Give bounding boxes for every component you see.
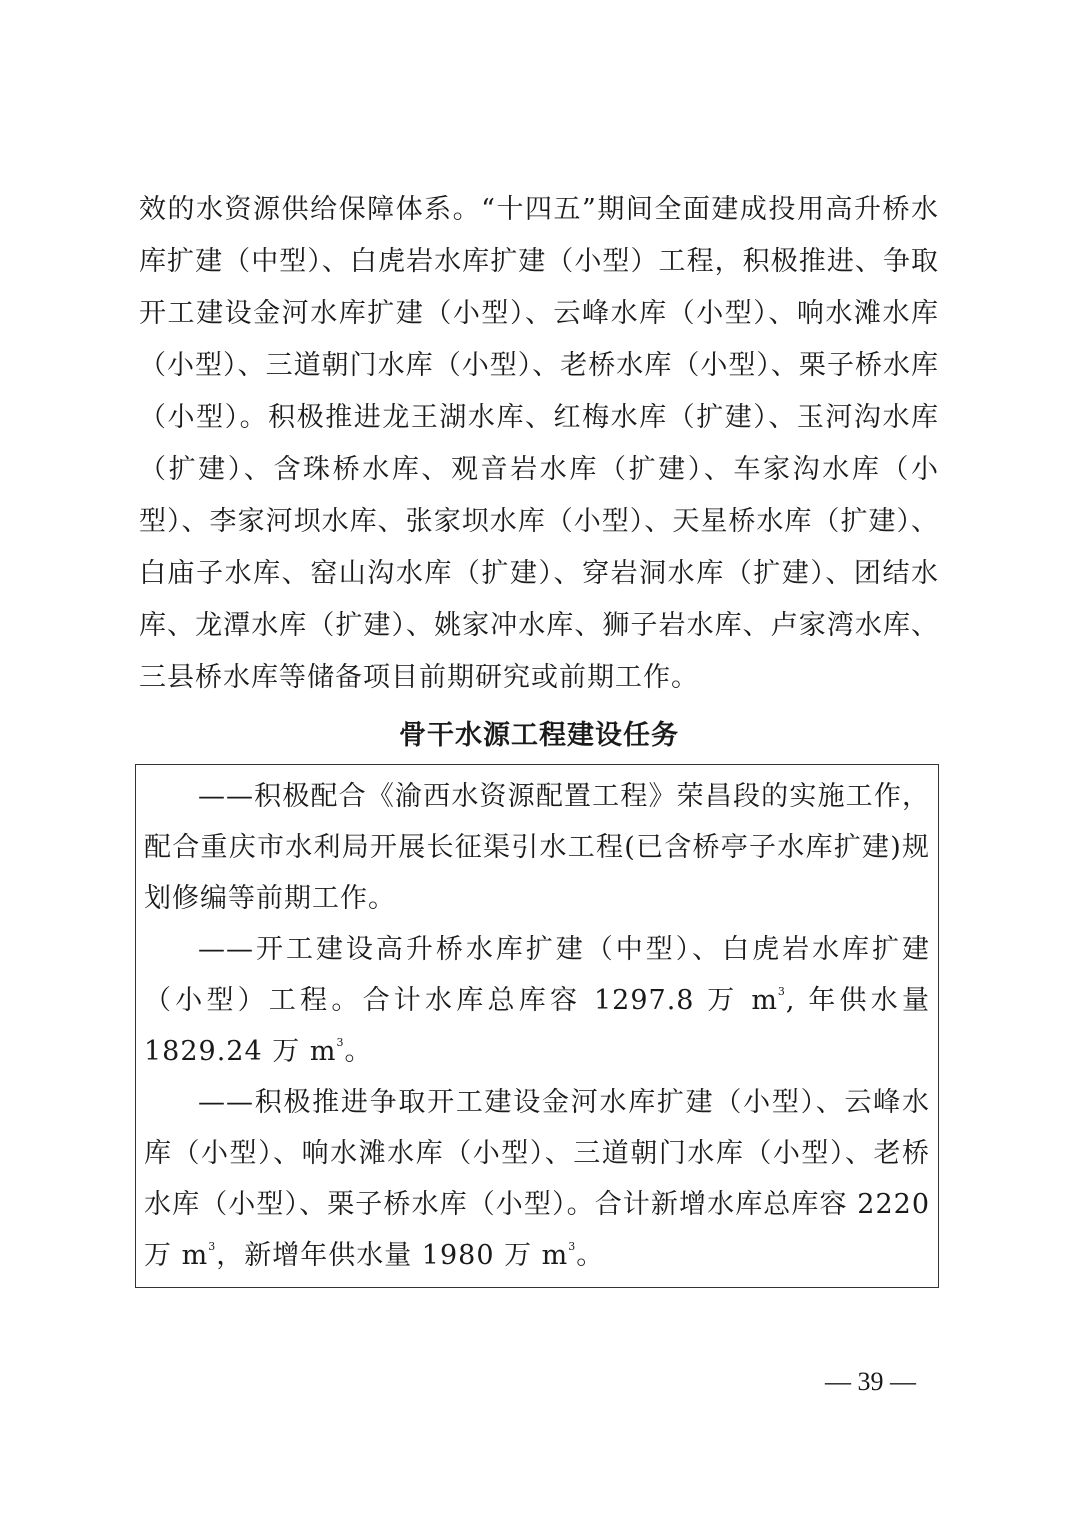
unit-cubic-meter (182, 1240, 217, 1271)
task-item-2-text-middle: , 年供水量 1829.24 万 (144, 985, 930, 1067)
task-item-3-text-before: ——积极推进争取开工建设金河水库扩建（小型）、云峰水库（小型）、响水滩水库（小型）、三道朝门水库（小型）、老桥水库（小型）、栗子桥水库（小型）。合计新增水库总库容 2220 万 (144, 1087, 930, 1271)
unit-cubic-meter (310, 1036, 345, 1067)
task-item-1 (144, 771, 930, 924)
unit-symbol: m (541, 1240, 569, 1271)
task-item-1-text: ——积极配合《渝西水资源配置工程》荣昌段的实施工作，配合重庆市水利局开展长征渠引水工程(已含桥亭子水库扩建)规划修编等前期工作。 (144, 781, 930, 914)
unit-symbol: m (181, 1240, 209, 1271)
page-number: — 39 — (825, 1367, 916, 1396)
unit-exponent: 3 (777, 985, 786, 998)
task-item-2 (144, 924, 930, 1077)
task-item-3-text-after: 。 (576, 1240, 605, 1271)
body-paragraph: 效的水资源供给保障体系。“十四五”期间全面建成投用高升桥水库扩建（中型）、白虎岩水库扩建（小型）工程，积极推进、争取开工建设金河水库扩建（小型）、云峰水库（小型）、响水滩水库（小型）、三道朝门水库（小型）、老桥水库（小型）、栗子桥水库（小型）。积极推进龙王湖水库、红梅水库（扩建）、玉河沟水库（扩建）、含珠桥水库、观音岩水库（扩建）、车家沟水库（小型）、李家河坝水库、张家坝水库（小型）、天星桥水库（扩建）、白庙子水库、窑山沟水库（扩建）、穿岩洞水库（扩建）、团结水库、龙潭水库（扩建）、姚家冲水库、狮子岩水库、卢家湾水库、三县桥水库等储备项目前期研究或前期工作。 (139, 194, 939, 693)
unit-exponent: 3 (208, 1240, 217, 1253)
unit-symbol: m (309, 1036, 337, 1067)
task-item-3-text-middle: ，新增年供水量 1980 万 (216, 1240, 542, 1271)
unit-symbol: m (751, 985, 778, 1016)
unit-exponent: 3 (336, 1036, 345, 1049)
task-item-3 (144, 1077, 930, 1281)
task-box (135, 764, 939, 1288)
unit-exponent: 3 (568, 1240, 577, 1253)
task-item-2-text-after: 。 (344, 1036, 373, 1067)
task-item-2-text-before: ——开工建设高升桥水库扩建（中型）、白虎岩水库扩建（小型）工程。合计水库总库容 1297.8 万 (144, 934, 930, 1016)
unit-cubic-meter (542, 1240, 577, 1271)
box-title: 骨干水源工程建设任务 (399, 720, 679, 751)
unit-cubic-meter (751, 985, 786, 1016)
